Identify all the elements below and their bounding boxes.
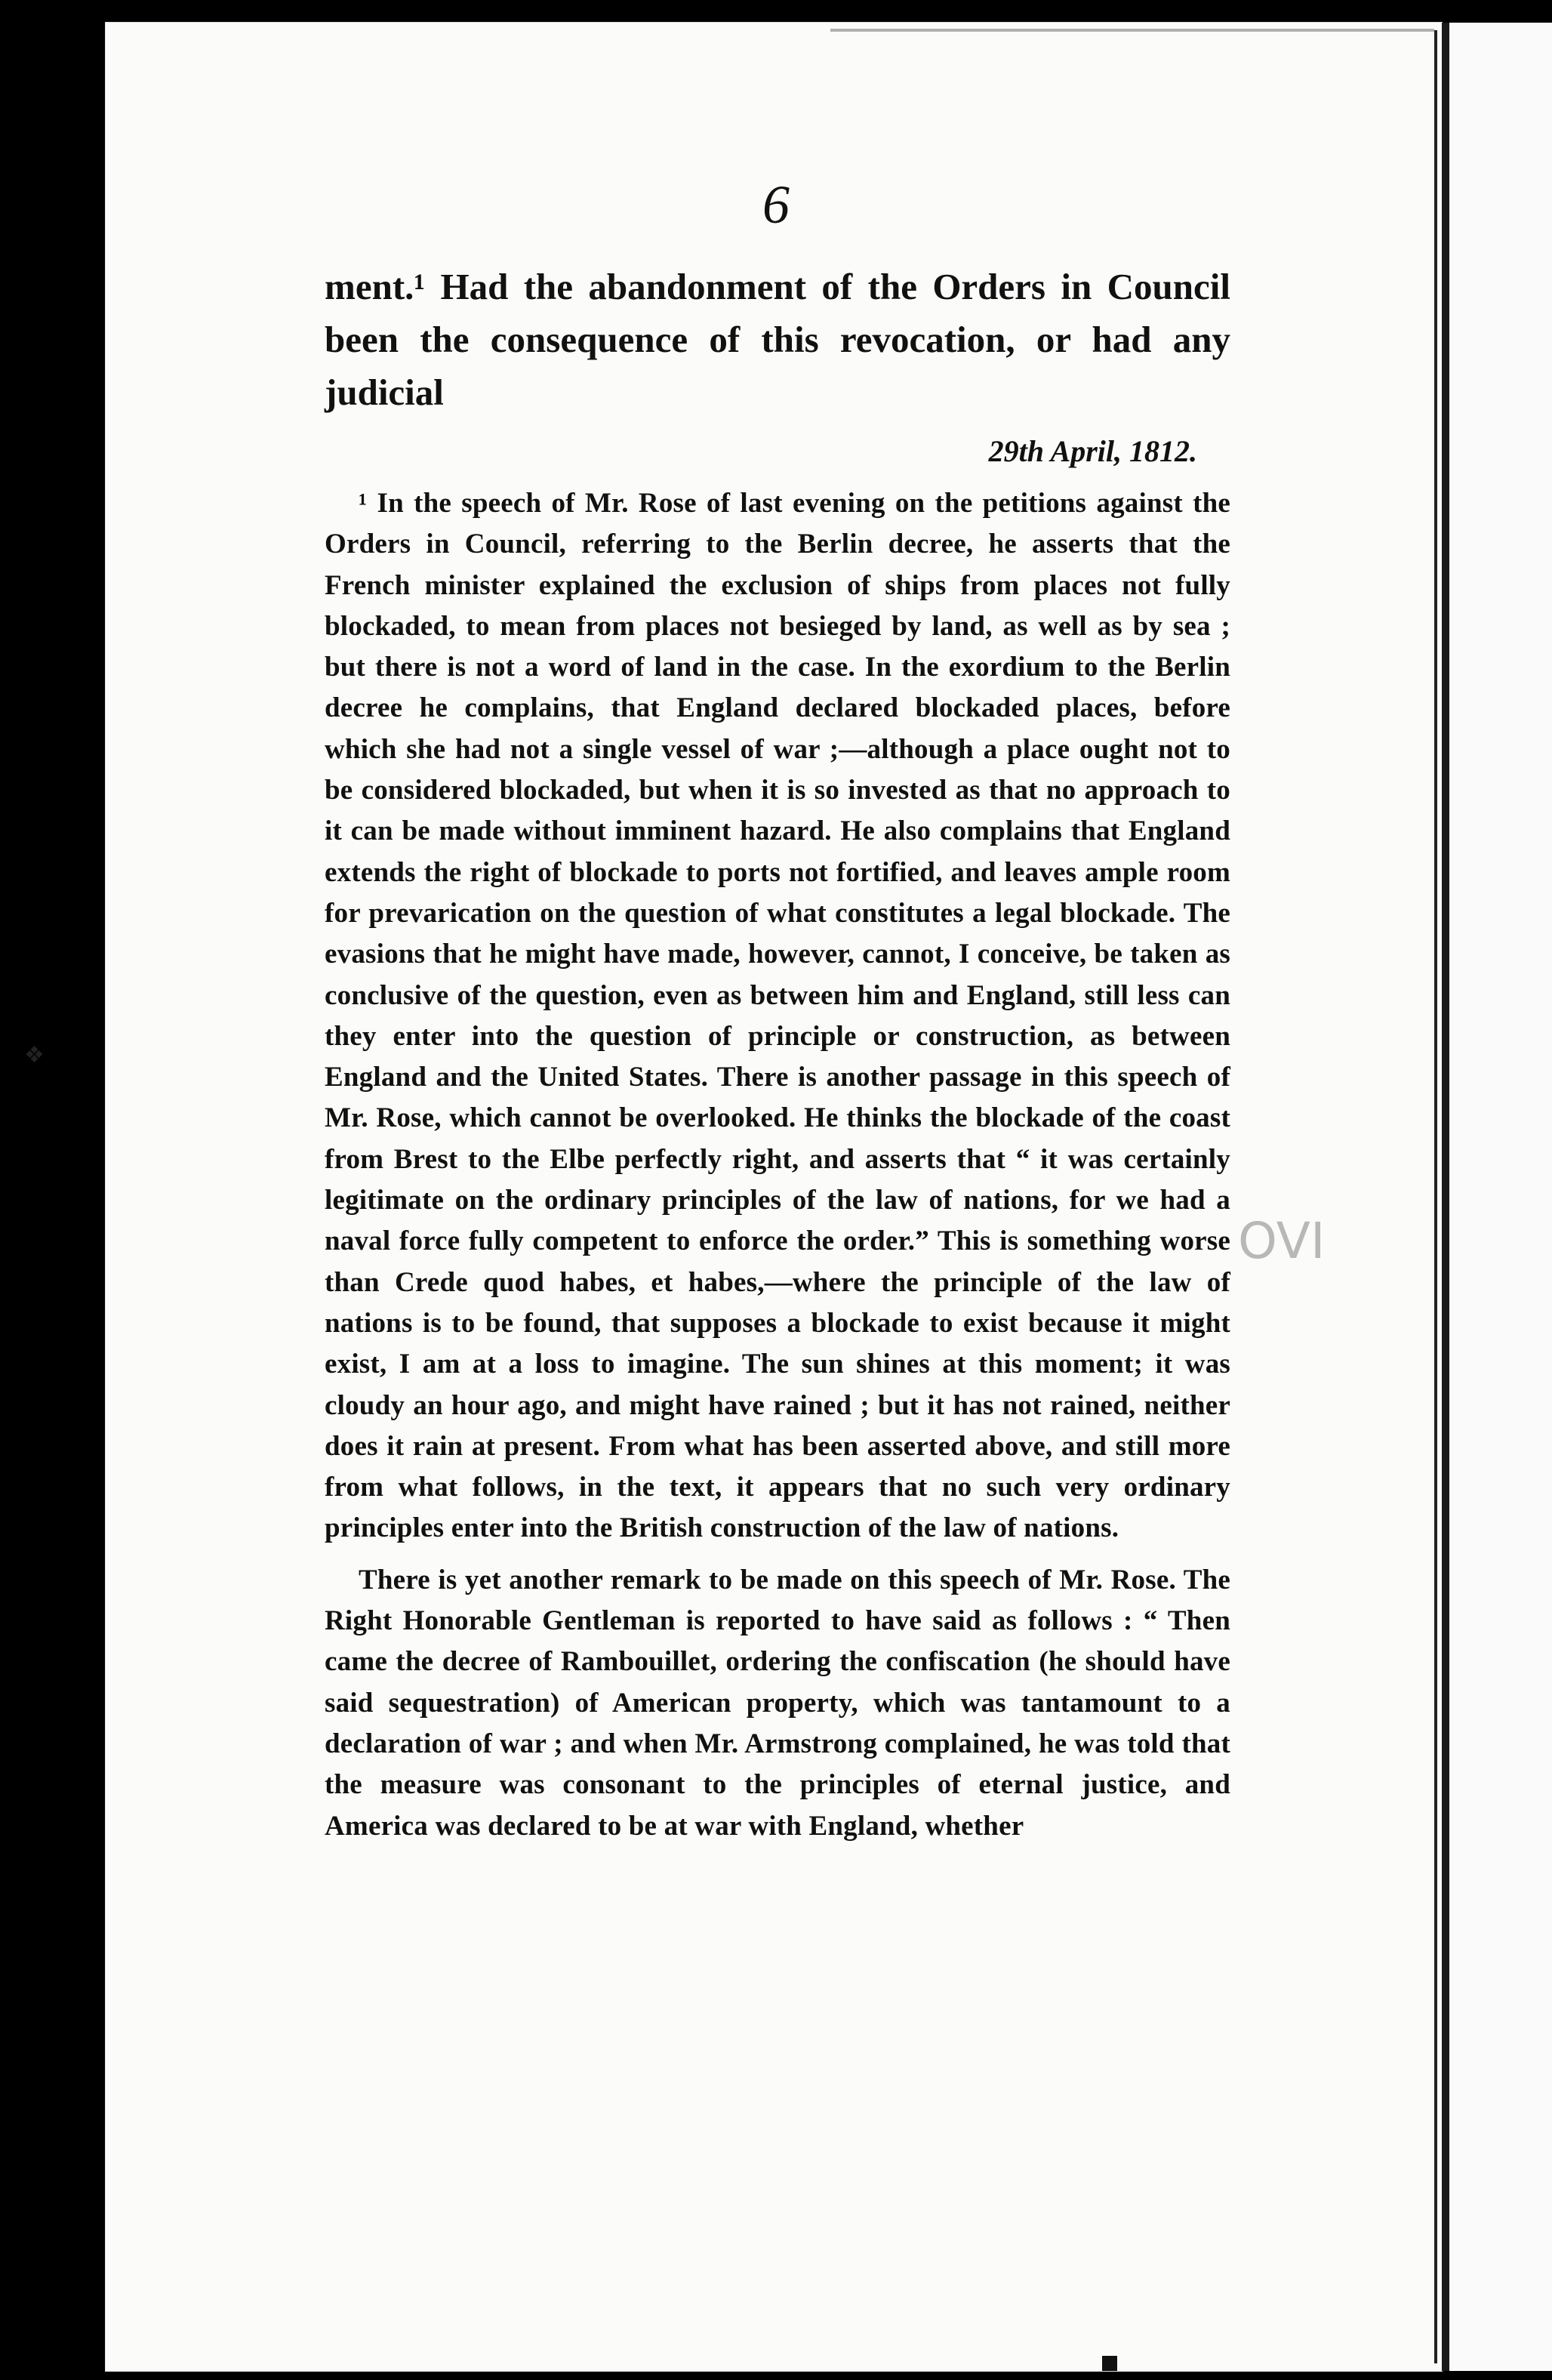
top-edge-shadow [830, 29, 1434, 32]
page-gutter-strip [1442, 23, 1449, 2371]
adjacent-page-margin [1449, 23, 1552, 2371]
footnote [325, 483, 1230, 1847]
page-edge-line [1434, 30, 1437, 2363]
footnote-paragraph-2: There is yet another remark to be made on this speech of Mr. Rose. The Right Honorable Gentleman is reported to have said as follows : “ Then came the decree of Rambouillet, ordering the confiscation (he should have said sequestration) of American property, which was tantamount to a declaration of war ; and when Mr. Armstrong complained, he was told that the measure was consonant to the principles of eternal justice, and America was declared to be at war with England, whether [325, 1564, 1230, 1842]
margin-mark-icon: ❖ [24, 1043, 45, 1068]
scan-mark-icon [1102, 2356, 1117, 2371]
body-text: ment.¹ Had the abandonment of the Orders in Council been the consequence of this revocation, or had any judicial [325, 266, 1230, 413]
page-number: 6 [762, 174, 790, 235]
footnote-date: 29th April, 1812. [988, 434, 1197, 468]
margin-annotation: OVI [1238, 1212, 1326, 1270]
footnote-paragraph-1: ¹ In the speech of Mr. Rose of last evening on the petitions against the Orders in Council, referring to the Berlin decree, he asserts that the French minister explained the exclusion of ships from places not fully blockaded, to mean from places not besieged by land, as well as by sea ; but there is not a word of land in the case. In the exordium to the Berlin decree he complains, that England declared blockaded places, before which she had not a single vessel of war ;—although a place ought not to be considered blockaded, but when it is so invested as that no approach to it can be made without imminent hazard. He also complains that England extends the right of blockade to ports not fortified, and leaves ample room for prevarication on the question of what constitutes a legal blockade. The evasions that he might have made, however, cannot, I conceive, be taken as conclusive of the question, even as between him and England, still less can they enter into the question of principle or construction, as between England and the United States. There is another passage in this speech of Mr. Rose, which cannot be overlooked. He thinks the blockade of the coast from Brest to the Elbe perfectly right, and asserts that “ it was certainly legitimate on the ordinary principles of the law of nations, for we had a naval force fully competent to enforce the order.” This is something worse than Crede quod habes, et habes,—where the principle of the law of nations is to be found, that supposes a blockade to exist because it might exist, I am at a loss to imagine. The sun shines at this moment; it was cloudy an hour ago, and might have rained ; but it has not rained, neither does it rain at present. From what has been asserted above, and still more from what follows, in the text, it appears that no such very ordinary principles enter into the British construction of the law of nations. [325, 488, 1230, 1544]
